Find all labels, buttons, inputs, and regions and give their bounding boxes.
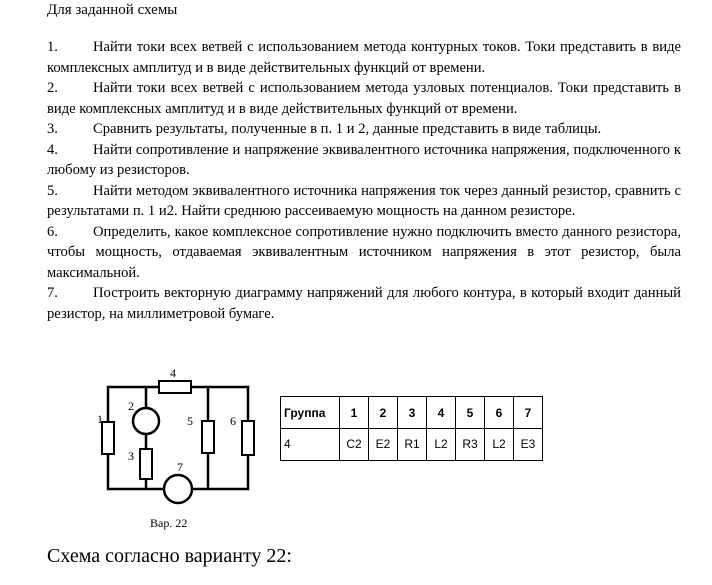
- task-text: Найти методом эквивалентного источника напряжения ток через данный резистор, сравнить с результатами п. 1 и2. Найти среднюю рассеиваемую мощность на данном резисторе.: [47, 182, 681, 219]
- label-6: 6: [230, 414, 236, 428]
- circuit-diagram: [98, 365, 268, 535]
- task-list: [47, 37, 681, 324]
- table-cell: E2: [369, 429, 398, 461]
- source-7: [164, 475, 192, 503]
- task-number: 5.: [47, 182, 58, 199]
- table-cell: C2: [340, 429, 369, 461]
- task-item: [47, 222, 681, 284]
- table-header-cell: 7: [514, 397, 543, 429]
- task-item: [47, 283, 681, 324]
- table-header-cell: 4: [427, 397, 456, 429]
- task-item: [47, 119, 681, 140]
- circuit-caption: Вар. 22: [150, 516, 188, 530]
- table-header-cell: 2: [369, 397, 398, 429]
- variant-table: [280, 396, 543, 461]
- label-5: 5: [187, 414, 193, 428]
- task-item: [47, 78, 681, 119]
- heading: Для заданной схемы: [47, 2, 178, 18]
- resistor-1: [102, 422, 114, 454]
- task-number: 2.: [47, 80, 58, 96]
- table-header-cell: Группа: [281, 397, 340, 429]
- table-cell: R1: [398, 429, 427, 461]
- task-number: 3.: [47, 121, 58, 137]
- source-2: [133, 408, 159, 434]
- label-2: 2: [128, 399, 134, 413]
- table-header-cell: 6: [485, 397, 514, 429]
- resistor-6: [242, 421, 254, 455]
- task-text: Определить, какое комплексное сопротивление нужно подключить вместо данного резистора, чтобы мощность, отдаваемая эквивалентным источником напряжения в этот резистор, была максимальной.: [47, 223, 681, 281]
- task-number: 7.: [47, 285, 58, 301]
- task-item: [47, 181, 681, 222]
- table-cell: E3: [514, 429, 543, 461]
- table-header-row: [281, 397, 543, 429]
- label-4: 4: [170, 366, 176, 380]
- table-row: [281, 429, 543, 461]
- task-text: Найти токи всех ветвей с использованием метода узловых потенциалов. Токи представить в виде комплексных амплитуд и в виде действительных функций от времени.: [47, 80, 681, 117]
- table-header-cell: 5: [456, 397, 485, 429]
- task-item: [47, 37, 681, 78]
- resistor-5: [202, 421, 214, 453]
- label-1: 1: [97, 412, 103, 426]
- table-header-cell: 1: [340, 397, 369, 429]
- table-cell: R3: [456, 429, 485, 461]
- task-text: Найти сопротивление и напряжение эквивалентного источника напряжения, подключенного к любому из резисторов.: [47, 141, 681, 178]
- task-text: Найти токи всех ветвей с использованием метода контурных токов. Токи представить в виде комплексных амплитуд и в виде действительных функций от времени.: [47, 39, 681, 76]
- table-header-cell: 3: [398, 397, 427, 429]
- footer-caption: Схема согласно варианту 22:: [47, 545, 292, 567]
- table-cell: L2: [485, 429, 514, 461]
- task-text: Построить векторную диаграмму напряжений для любого контура, в который входит данный резистор, на миллиметровой бумаге.: [47, 285, 681, 322]
- task-item: [47, 140, 681, 181]
- label-7: 7: [177, 460, 183, 474]
- resistor-3: [140, 449, 152, 479]
- label-3: 3: [128, 449, 134, 463]
- table-cell: L2: [427, 429, 456, 461]
- table-cell: 4: [281, 429, 340, 461]
- task-number: 6.: [47, 223, 58, 240]
- resistor-4: [159, 381, 191, 393]
- task-text: Сравнить результаты, полученные в п. 1 и 2, данные представить в виде таблицы.: [93, 121, 602, 137]
- task-number: 1.: [47, 39, 58, 55]
- task-number: 4.: [47, 141, 58, 158]
